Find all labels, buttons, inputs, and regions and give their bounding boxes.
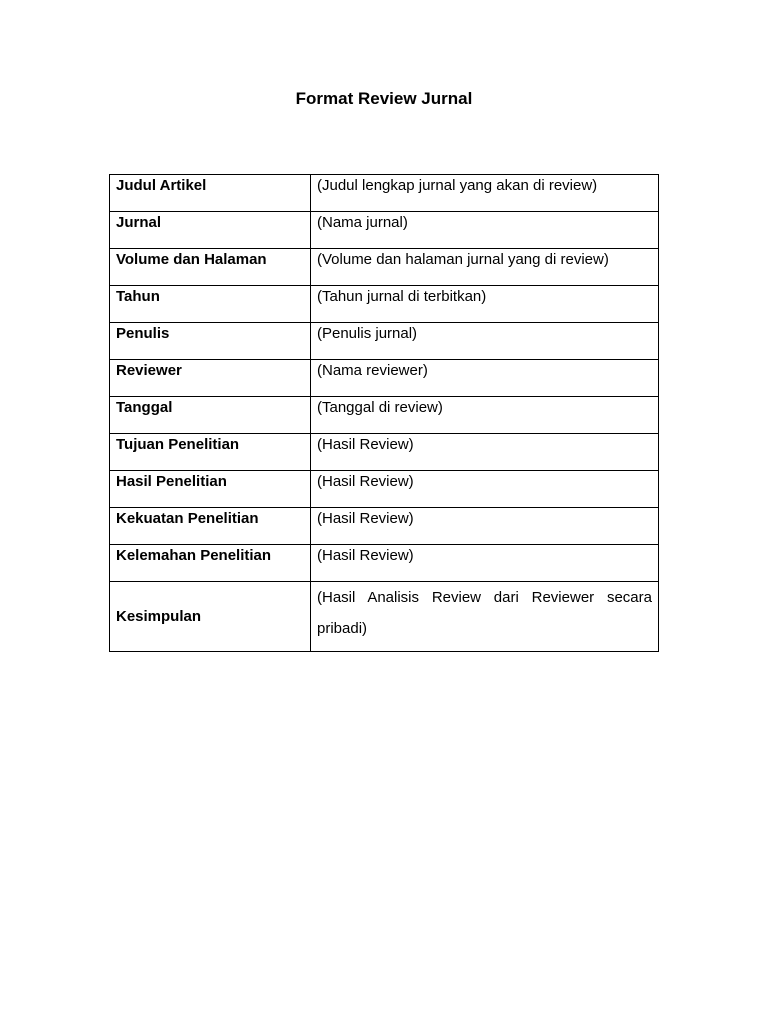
- document-title: Format Review Jurnal: [295, 89, 473, 108]
- row-label: Tanggal: [110, 397, 311, 434]
- review-format-table: [109, 174, 659, 652]
- row-value: (Nama jurnal): [311, 212, 659, 249]
- row-label: Jurnal: [110, 212, 311, 249]
- table-row: [110, 471, 659, 508]
- row-value: (Judul lengkap jurnal yang akan di review): [311, 175, 659, 212]
- row-label: Kekuatan Penelitian: [110, 508, 311, 545]
- row-value: (Penulis jurnal): [311, 323, 659, 360]
- table-row: [110, 323, 659, 360]
- table-row: [110, 249, 659, 286]
- row-value: (Hasil Review): [311, 545, 659, 582]
- row-label: Tujuan Penelitian: [110, 434, 311, 471]
- table-row: [110, 360, 659, 397]
- table-row: [110, 582, 659, 652]
- row-label: Tahun: [110, 286, 311, 323]
- row-value: (Tahun jurnal di terbitkan): [311, 286, 659, 323]
- table-row: [110, 286, 659, 323]
- row-label: Kesimpulan: [110, 582, 311, 652]
- table-row: [110, 397, 659, 434]
- row-label: Reviewer: [110, 360, 311, 397]
- row-value: (Hasil Review): [311, 508, 659, 545]
- row-value: (Hasil Review): [311, 434, 659, 471]
- row-label: Kelemahan Penelitian: [110, 545, 311, 582]
- row-label: Volume dan Halaman: [110, 249, 311, 286]
- row-value: (Hasil Analisis Review dari Reviewer secara pribadi): [311, 582, 659, 652]
- table-row: [110, 175, 659, 212]
- table-row: [110, 508, 659, 545]
- row-label: Hasil Penelitian: [110, 471, 311, 508]
- table-row: [110, 545, 659, 582]
- row-value: (Tanggal di review): [311, 397, 659, 434]
- row-label: Judul Artikel: [110, 175, 311, 212]
- table-row: [110, 434, 659, 471]
- table-row: [110, 212, 659, 249]
- row-value: (Volume dan halaman jurnal yang di review): [311, 249, 659, 286]
- row-value: (Hasil Review): [311, 471, 659, 508]
- row-label: Penulis: [110, 323, 311, 360]
- row-value: (Nama reviewer): [311, 360, 659, 397]
